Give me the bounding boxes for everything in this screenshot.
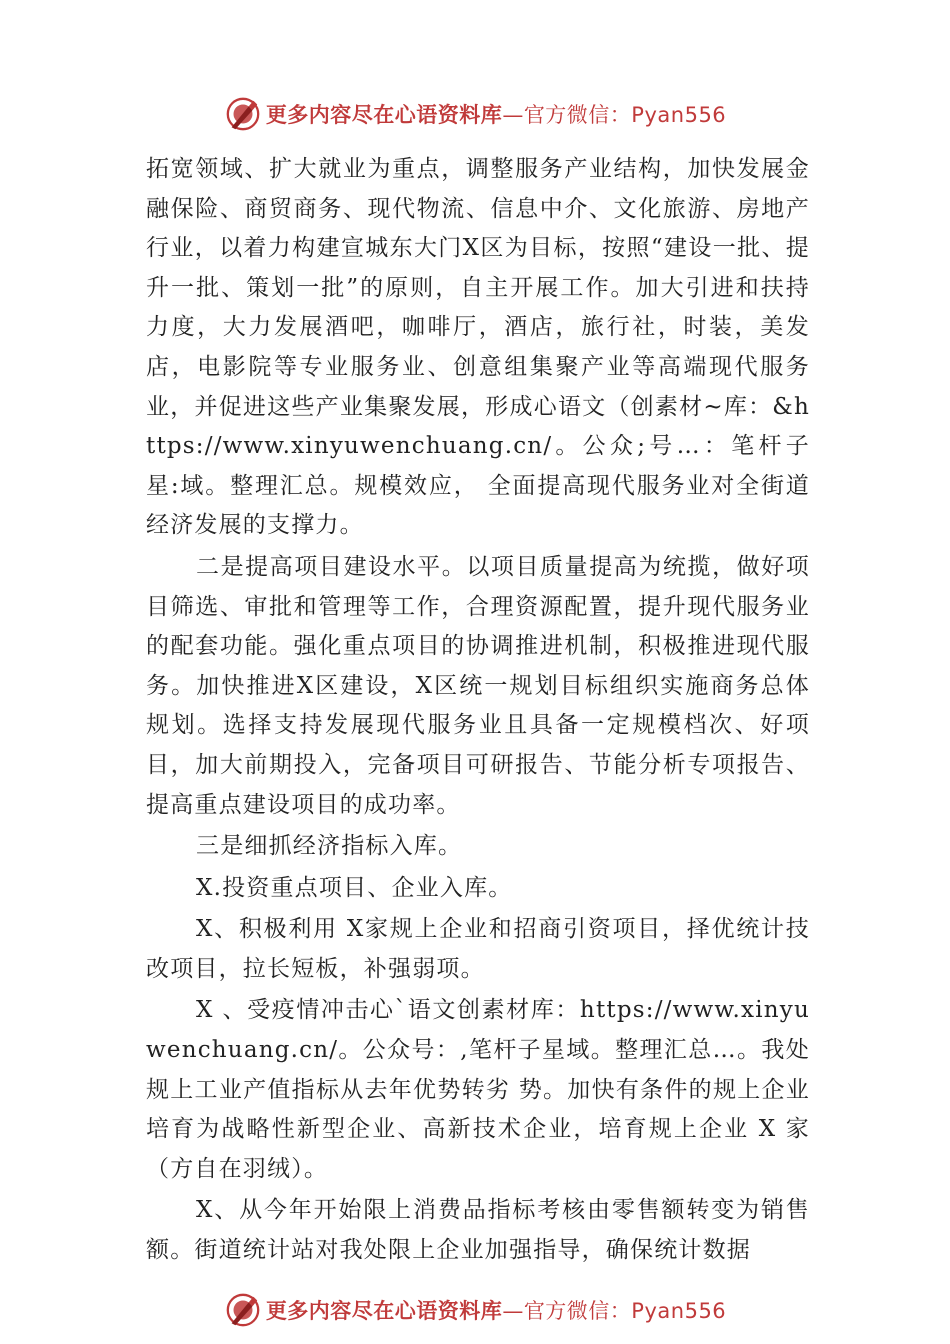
footer-brand: 更多内容尽在心语资料库 [265, 1299, 503, 1323]
header-wechat: 官方微信：Pyan556 [523, 103, 727, 127]
document-body [146, 150, 810, 1271]
footer-banner [0, 1288, 950, 1332]
footer-text [266, 1295, 726, 1325]
paragraph-7: X、从今年开始限上消费品指标考核由零售额转变为销售额。街道统计站对我处限上企业加强指导，确保统计数据 [146, 1197, 810, 1264]
paragraph-5: X、积极利用 X家规上企业和招商引资项目，择优统计技改项目，拉长短板，补强弱项。 [146, 916, 810, 982]
paragraph-2: 二是提高项目建设水平。以项目质量提高为统揽，做好项目筛选、审批和管理等工作，合理资源配置，提升现代服务业的配套功能。强化重点项目的协调推进机制，积极推进现代服务。加快推进X区建设，X区统一规划目标组织实施商务总体规划。选择支持发展现代服务业且具备一定规模档次、好项目，加大前期投入，完备项目可研报告、节能分析专项报告、提高重点建设项目的成功率。 [146, 553, 810, 818]
paragraph-1: 拓宽领域、扩大就业为重点，调整服务产业结构，加快发展金融保险、商贸商务、现代物流、信息中介、文化旅游、房地产行业，以着力构建宣城东大门X区为目标，按照“建设一批、提升一批、策划一批”的原则，自主开展工作。加大引进和扶持力度，大力发展酒吧，咖啡厅，酒店，旅行社，时装，美发店，电影院等专业服务业、创意组集聚产业等高端现代服务业，并促进这些产业集聚发展，形成心语文（创素材~库：&https://www.xinyuwenchuang.cn/。公众;号…：笔杆子星:域。整理汇总。规模效应， 全面提高现代服务业对全街道经济发展的支撑力。 [146, 156, 810, 539]
paragraph-4: X.投资重点项目、企业入库。 [196, 874, 513, 901]
pen-logo-icon [224, 95, 262, 133]
footer-wechat: 官方微信：Pyan556 [523, 1299, 727, 1323]
header-banner [0, 92, 950, 136]
header-brand: 更多内容尽在心语资料库 [265, 103, 503, 127]
pen-logo-icon [224, 1291, 262, 1329]
paragraph-6: X 、受疫情冲击心`语文创素材库：https://www.xinyuwenchuang.cn/。公众号：,笔杆子星域。整理汇总…。我处规上工业产值指标从去年优势转劣 势。加快有条件的规上企业培育为战略性新型企业、高新技术企业，培育规上企业 X 家（方自在羽绒）。 [146, 997, 810, 1182]
header-dash: — [502, 103, 524, 127]
footer-dash: — [502, 1299, 524, 1323]
paragraph-3: 三是细抓经济指标入库。 [196, 833, 463, 860]
header-text [266, 99, 726, 129]
